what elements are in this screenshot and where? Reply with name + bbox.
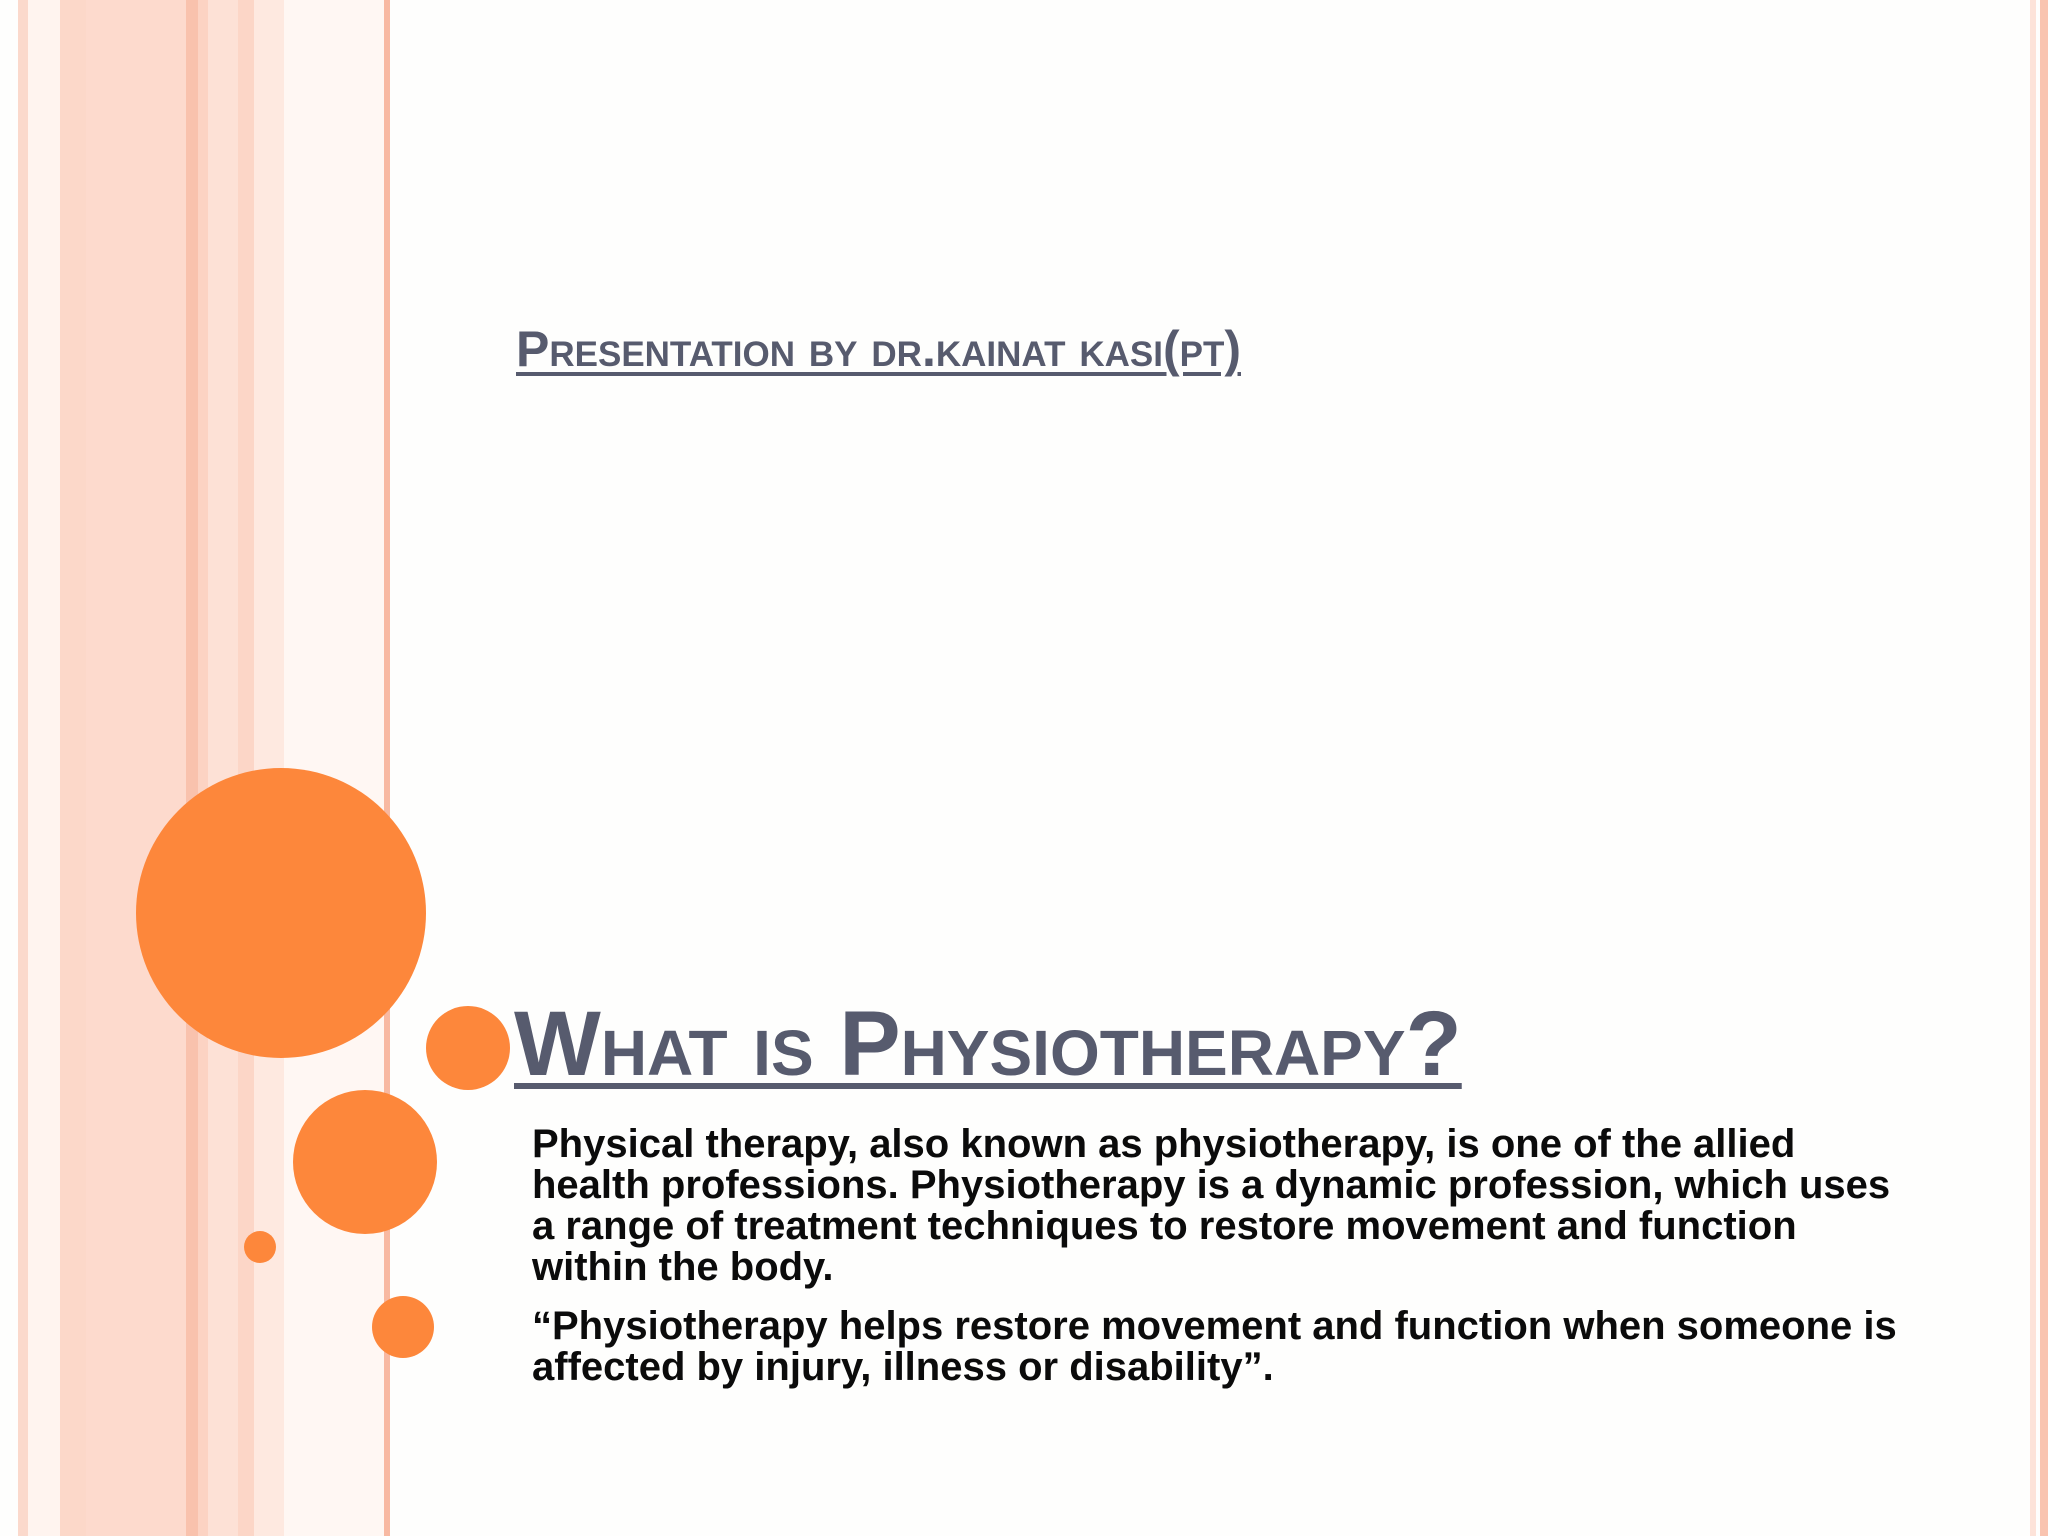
decorative-circle [426, 1006, 510, 1090]
decorative-stripe [28, 0, 60, 1536]
slide-title: What is Physiotherapy? [514, 993, 1462, 1095]
decorative-circle [293, 1090, 437, 1234]
slide-body [532, 1124, 1912, 1406]
decorative-stripe [238, 0, 254, 1536]
decorative-circle [244, 1231, 276, 1263]
decorative-stripe [60, 0, 86, 1536]
decorative-stripe [284, 0, 384, 1536]
decorative-circle [372, 1296, 434, 1358]
decorative-circle [136, 768, 426, 1058]
body-quote: “Physiotherapy helps restore movement and function when someone is affected by injury, illness or disability”. [532, 1304, 1897, 1389]
decorative-stripe [186, 0, 198, 1536]
body-paragraph: Physical therapy, also known as physiotherapy, is one of the allied health professions. Physiotherapy is a dynamic profession, which uses a range of treatment techniques to restore movement and function within the body. [532, 1122, 1891, 1289]
decorative-stripe [2030, 0, 2036, 1536]
presenter-credit: Presentation by dr.kainat kasi(pt) [516, 321, 1241, 377]
decorative-stripe [198, 0, 208, 1536]
decorative-stripe [18, 0, 28, 1536]
decorative-stripe [2040, 0, 2048, 1536]
decorative-stripe [86, 0, 186, 1536]
decorative-stripe [208, 0, 238, 1536]
